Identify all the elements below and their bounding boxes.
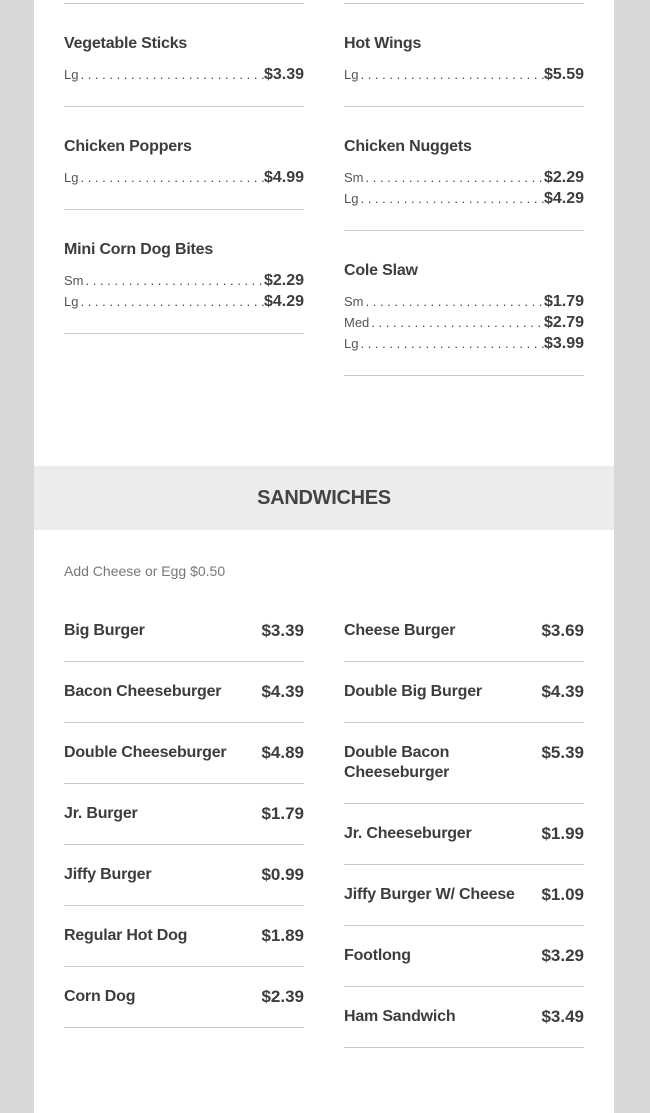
dot-leader [80, 64, 263, 85]
price-line [64, 291, 304, 312]
price-line [344, 312, 584, 333]
item-name: Hot Wings [344, 35, 422, 52]
menu-item [344, 231, 584, 376]
menu-item [344, 865, 584, 926]
price-line [344, 333, 584, 354]
price-line [344, 291, 584, 312]
size-label: Lg [64, 294, 79, 309]
price: $3.39 [263, 66, 304, 83]
size-label: Sm [344, 294, 364, 309]
item-name: Jr. Burger [64, 805, 138, 822]
price: $4.39 [541, 682, 584, 701]
price: $3.29 [541, 946, 584, 965]
price: $5.59 [543, 66, 584, 83]
sandwiches-left-column [64, 601, 304, 1028]
item-name: Mini Corn Dog Bites [64, 241, 214, 258]
price: $4.39 [261, 682, 304, 701]
size-label: Lg [64, 170, 79, 185]
section-note: Add Cheese or Egg $0.50 [64, 563, 226, 579]
size-label: Sm [64, 273, 84, 288]
item-name: Cole Slaw [344, 262, 418, 279]
menu-item [64, 601, 304, 662]
price: $3.49 [541, 1007, 584, 1026]
item-name: Double Bacon Cheeseburger [344, 744, 450, 781]
price: $1.09 [541, 885, 584, 904]
price: $5.39 [541, 743, 584, 762]
menu-item [344, 926, 584, 987]
menu-item [344, 4, 584, 107]
price: $4.99 [263, 169, 304, 186]
dot-leader [371, 312, 544, 333]
menu-item [64, 662, 304, 723]
menu-item [64, 967, 304, 1028]
price: $3.39 [261, 621, 304, 640]
menu-item [344, 601, 584, 662]
price-line [64, 270, 304, 291]
price-line [344, 188, 584, 209]
price-line [64, 167, 304, 188]
dot-leader [360, 333, 543, 354]
dot-leader [360, 188, 543, 209]
price: $3.99 [543, 335, 584, 352]
item-name: Double Cheeseburger [64, 744, 227, 761]
item-name: Footlong [344, 947, 411, 964]
dot-leader [366, 291, 544, 312]
size-label: Lg [344, 191, 359, 206]
item-name: Ham Sandwich [344, 1008, 456, 1025]
sides-left-column [64, 3, 304, 334]
item-name: Double Big Burger [344, 683, 482, 700]
price: $2.29 [543, 169, 584, 186]
price: $4.29 [543, 190, 584, 207]
section-header-sandwiches [34, 466, 614, 530]
price: $2.29 [263, 272, 304, 289]
menu-item [64, 845, 304, 906]
menu-item [344, 662, 584, 723]
item-name: Cheese Burger [344, 622, 456, 639]
price: $4.29 [263, 293, 304, 310]
menu-item [64, 107, 304, 210]
menu-item [64, 210, 304, 334]
size-label: Lg [64, 67, 79, 82]
item-name: Jiffy Burger W/ Cheese [344, 886, 515, 903]
price: $3.69 [541, 621, 584, 640]
price: $2.39 [261, 987, 304, 1006]
price: $4.89 [261, 743, 304, 762]
sandwiches-right-column [344, 601, 584, 1048]
price: $1.79 [543, 293, 584, 310]
item-name: Vegetable Sticks [64, 35, 188, 52]
menu-item [64, 784, 304, 845]
dot-leader [360, 64, 543, 85]
item-name: Corn Dog [64, 988, 136, 1005]
item-name: Regular Hot Dog [64, 927, 188, 944]
item-name: Chicken Poppers [64, 138, 192, 155]
price-line [64, 64, 304, 85]
menu-panel [34, 0, 614, 1113]
menu-item [344, 987, 584, 1048]
menu-item [344, 723, 584, 804]
size-label: Sm [344, 170, 364, 185]
price: $1.89 [261, 926, 304, 945]
size-label: Lg [344, 67, 359, 82]
price: $1.99 [541, 824, 584, 843]
price: $1.79 [261, 804, 304, 823]
item-name: Big Burger [64, 622, 145, 639]
sides-right-column [344, 3, 584, 376]
item-name: Jr. Cheeseburger [344, 825, 472, 842]
menu-item [64, 723, 304, 784]
item-name: Jiffy Burger [64, 866, 152, 883]
size-label: Med [344, 315, 370, 330]
dot-leader [366, 167, 544, 188]
dot-leader [80, 167, 263, 188]
size-label: Lg [344, 336, 359, 351]
menu-item [344, 107, 584, 231]
price-line [344, 167, 584, 188]
menu-item [64, 4, 304, 107]
price: $2.79 [543, 314, 584, 331]
price: $0.99 [261, 865, 304, 884]
item-name: Bacon Cheeseburger [64, 683, 222, 700]
menu-item [64, 906, 304, 967]
dot-leader [80, 291, 263, 312]
section-title: SANDWICHES [257, 486, 391, 509]
menu-item [344, 804, 584, 865]
dot-leader [86, 270, 264, 291]
price-line [344, 64, 584, 85]
item-name: Chicken Nuggets [344, 138, 472, 155]
